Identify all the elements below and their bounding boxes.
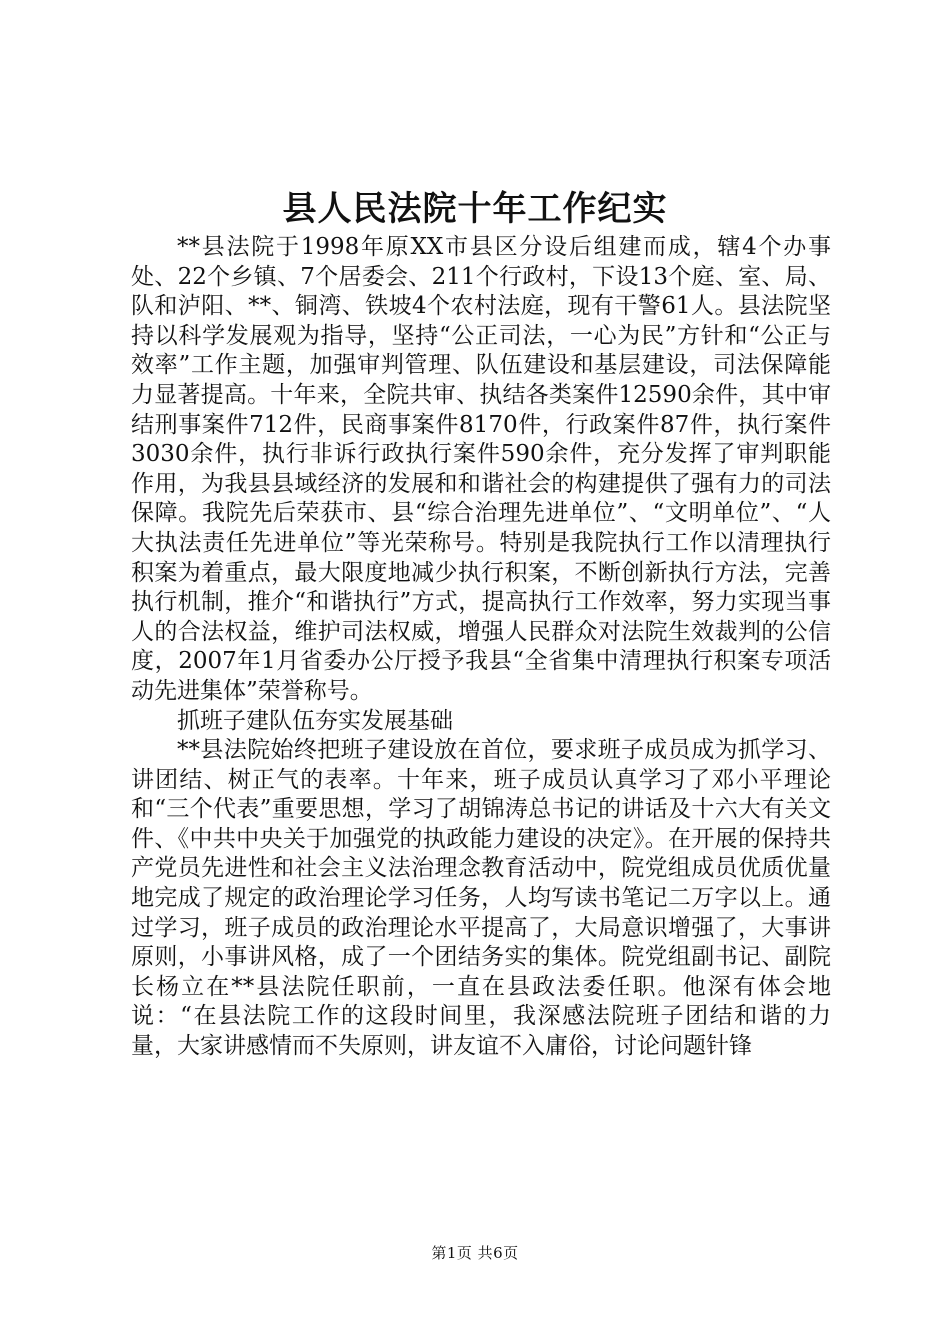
page-footer: 第1页 共6页 [431,1244,519,1262]
document-title: 县人民法院十年工作纪实 [282,189,668,229]
section-heading: 抓班子建队伍夯实发展基础 [177,707,453,734]
paragraph-intro: **县法院于1998年原XX市县区分设后组建而成，辖4个办事处、22个乡镇、7个居委会、211个行政村，下设13个庭、室、局、队和泸阳、**、铜湾、铁坡4个农村法庭，现有干警61人。县法院坚持以科学发展观为指导，坚持“公正司法，一心为民”方针和“公正与效率”工作主题，加强审判管理、队伍建设和基层建设，司法保障能力显著提高。十年来，全院共审、执结各类案件12590余件，其中审结刑事案件712件，民商事案件8170件，行政案件87件，执行案件3030余件，执行非诉行政执行案件590余件，充分发挥了审判职能作用，为我县县域经济的发展和和谐社会的构建提供了强有力的司法保障。我院先后荣获市、县“综合治理先进单位”、“文明单位”、“人大执法责任先进单位”等光荣称号。特别是我院执行工作以清理执行积案为着重点，最大限度地减少执行积案，不断创新执行方法，完善执行机制，推介“和谐执行”方式，提高执行工作效率，努力实现当事人的合法权益，维护司法权威，增强人民群众对法院生效裁判的公信度，2007年1月省委办公厅授予我县“全省集中清理执行积案专项活动先进集体”荣誉称号。 [131,234,831,704]
paragraph-leadership: **县法院始终把班子建设放在首位，要求班子成员成为抓学习、讲团结、树正气的表率。十年来，班子成员认真学习了邓小平理论和“三个代表”重要思想，学习了胡锦涛总书记的讲话及十六大有关文件、《中共中央关于加强党的执政能力建设的决定》。在开展的保持共产党员先进性和社会主义法治理念教育活动中，院党组成员优质优量地完成了规定的政治理论学习任务，人均写读书笔记二万字以上。通过学习，班子成员的政治理论水平提高了，大局意识增强了，大事讲原则，小事讲风格，成了一个团结务实的集体。院党组副书记、副院长杨立在**县法院任职前，一直在县政法委任职。他深有体会地说：“在县法院工作的这段时间里，我深感法院班子团结和谐的力量，大家讲感情而不失原则，讲友谊不入庸俗，讨论问题针锋 [131,737,831,1060]
document-body [131,233,831,1062]
